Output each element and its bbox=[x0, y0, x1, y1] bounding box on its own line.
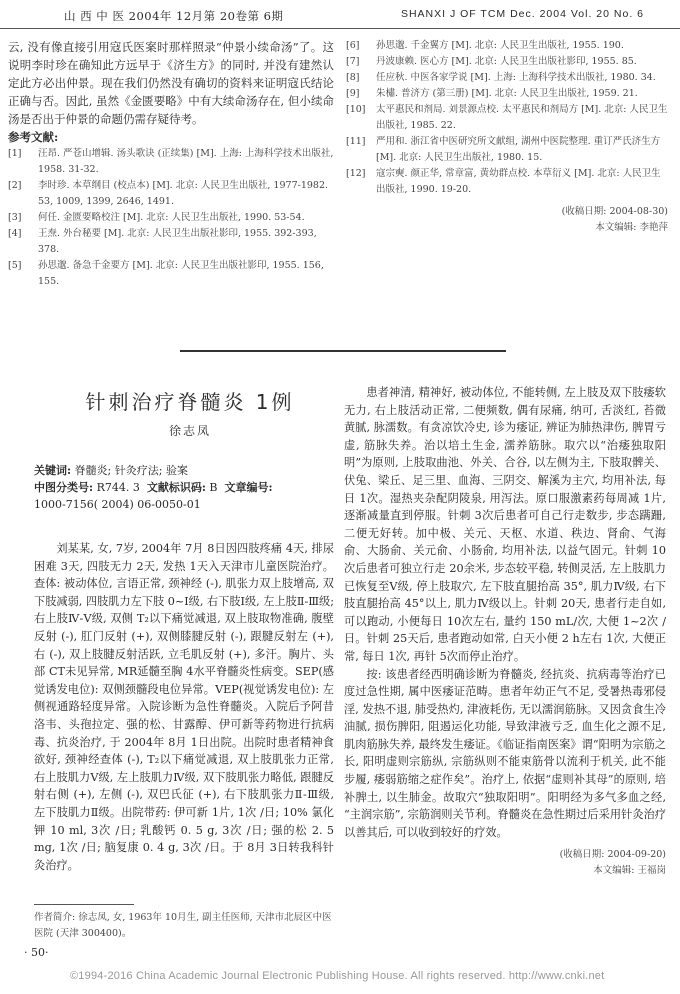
article-author: 徐志凤 bbox=[168, 424, 211, 438]
reference-number: [7] bbox=[346, 56, 360, 67]
discussion-paragraph: 按: 该患者经西明确诊断为脊髓炎, 经抗炎、抗病毒等治疗已度过急性期, 属中医痿证范畴。患者年幼正气不足, 受暑热毒邪侵淫, 发热不退, 肺受热灼, 津液耗伤, 无以濡润筋脉。又因贪食生冷油腻, 损伤脾阳, 阻遏运化功能, 导致津液亏乏, 血生化之源不足, 肌肉筋脉失养, 最终发生痿证。《临证指南医案》谓“阳明为宗筋之长, 阳明虚则宗筋纵, 宗筋纵则不能束筋骨以流利于机关, 此不能步履, 痿弱筋缩之症作矣”。治疗上, 依据“虚则补其母”的原则, 培补脾土, 以生肺金。故取穴“独取阳明”。阳明经为多气多血之经, “主润宗筋”, 宗筋润则关节利。脊髓炎在急性期过后采用针灸治疗以善其后, 可以收到较好的疗效。 bbox=[344, 667, 666, 839]
reference-item bbox=[8, 226, 334, 258]
author-note: 作者简介: 徐志凤, 女, 1963年 10月生, 副主任医师, 天津市北辰区中医医院 (天津 300400)。 bbox=[34, 912, 332, 939]
references-list-right bbox=[346, 38, 668, 198]
prev-article-paragraph: 云, 没有像直接引用寇氏医案时那样照录“仲景小续命汤”了。这说明李时珍在确知此方远早于《济生方》的同时, 并没有建然认定此方必出仲景。现在我们仍然没有确切的资料来证明寇氏结论正确与否。因此, 虽然《金匮要略》中有大续命汤存在, 但小续命汤是否出于仲景的命题仍需存疑待考。 bbox=[8, 40, 334, 126]
prev-editor: 本文编辑: 李艳萍 bbox=[595, 222, 668, 233]
journal-header-right: SHANXI J OF TCM Dec. 2004 Vol. 20 No. 6 bbox=[400, 8, 644, 20]
reference-item bbox=[346, 38, 668, 54]
prev-article-right-column bbox=[346, 38, 668, 236]
reference-item bbox=[346, 166, 668, 198]
article-separator-rule bbox=[180, 350, 506, 352]
reference-text: 丹波康赖. 医心方 [M]. 北京: 人民卫生出版社影印, 1955. 85. bbox=[376, 56, 637, 67]
classification-line bbox=[34, 479, 334, 496]
reference-number: [1] bbox=[8, 148, 22, 159]
reference-number: [10] bbox=[346, 104, 366, 115]
doccode-label: 文献标识码: bbox=[146, 481, 206, 494]
case-paragraph: 刘某某, 女, 7岁, 2004年 7月 8日因四肢疼痛 4天, 排尿困难 3天, 四肢无力 2天, 发热 1天入天津市儿童医院治疗。查体: 被动体位, 言语正常, 颈神经 (-), 肌张力双上肢增高, 双下肢减弱, 四肢肌力左下肢 0~Ⅰ级, 右下肢Ⅰ级, 左上肢Ⅱ-Ⅲ级; 右上肢Ⅳ-Ⅴ级, 双侧 T₂以下痛觉减退, 双上肢取物准确, 腹壁反射 (-), 肛门反射 (+), 双侧膝腱反射 (-), 跟腱反射左 (+), 右 (-), 双上肢腱反射活跃, 立毛肌反射 (+), 多汗。胸片、头部 CT未见异常, MR延髓至胸 4水平脊髓炎性病变。SEP(感觉诱发电位): 双侧颈髓段电位异常。VEP(视觉诱发电位): 左侧视通路轻度异常。入院诊断为急性脊髓炎。入院后予阿昔洛韦、头孢拉定、强的松、甘露醇、伊可新等药物进行抗病毒、抗炎治疗, 于 2004年 8月 1日出院。出院时患者精神食欲好, 颈神经查体 (-), T₂以下痛觉减退, 双上肢肌张力正常, 右上肢肌力Ⅴ级, 左上肢肌力Ⅳ级, 双下肢肌张力略低, 跟腱反射右侧 (+), 左侧 (-), 双巴氏征 (+), 右下肢肌张力Ⅱ-Ⅲ级, 左下肢肌力Ⅱ级。出院带药: 伊可新 1片, 1次 /日; 10% 氯化钾 10 ml, 3次 /日; 乳酸钙 0. 5 g, 3次 /日; 强的松 2. 5 mg, 1次 /日; 脑复康 0. 4 g, 3次 /日。于 8月 3日转我科针灸治疗。 bbox=[34, 542, 334, 872]
keywords-line bbox=[34, 462, 334, 479]
prev-received-date: (收稿日期: 2004-08-30) bbox=[561, 206, 668, 217]
clc-value: R744. 3 bbox=[96, 481, 140, 494]
keywords-value: 脊髓炎; 针灸疗法; 验案 bbox=[74, 464, 188, 477]
reference-item bbox=[346, 54, 668, 70]
article-title: 针刺治疗脊髓炎 1例 bbox=[85, 390, 295, 414]
reference-text: 孙思邈. 备急千金要方 [M]. 北京: 人民卫生出版社影印, 1955. 156, 155. bbox=[38, 260, 324, 287]
page-number: · 50· bbox=[24, 946, 49, 959]
reference-number: [2] bbox=[8, 180, 22, 191]
reference-text: 寇宗奭. 颜正华, 常章富, 黄幼群点校. 本草衍义 [M]. 北京: 人民卫生出版社, 1990. 19-20. bbox=[376, 168, 661, 195]
reference-number: [9] bbox=[346, 88, 360, 99]
journal-header-left: 山 西 中 医 2004年 12月第 20卷第 6期 bbox=[64, 9, 284, 23]
reference-item bbox=[8, 210, 334, 226]
reference-item bbox=[8, 178, 334, 210]
reference-text: 太平惠民和剂局. 刘景源点校. 太平惠民和剂局方 [M]. 北京: 人民卫生出版社, 1985. 22. bbox=[376, 104, 668, 131]
reference-item bbox=[346, 134, 668, 166]
clc-label: 中图分类号: bbox=[34, 481, 94, 494]
reference-item bbox=[8, 146, 334, 178]
reference-number: [11] bbox=[346, 136, 366, 147]
keywords-label: 关键词: bbox=[34, 464, 72, 477]
references-list-left bbox=[8, 146, 334, 290]
author-note-rule bbox=[34, 904, 134, 905]
reference-text: 严用和. 浙江省中医研究所文献组, 湖州中医院整理. 重订严氏济生方 [M]. 北京: 人民卫生出版社, 1980. 15. bbox=[376, 136, 661, 163]
reference-text: 孙思邈. 千金翼方 [M]. 北京: 人民卫生出版社, 1955. 190. bbox=[376, 40, 624, 51]
doccode-value: B bbox=[209, 481, 218, 494]
header-rule bbox=[0, 28, 680, 29]
reference-item bbox=[8, 258, 334, 290]
reference-text: 汪昂. 严苍山增辑. 汤头歌诀 (正续集) [M]. 上海: 上海科学技术出版社, 1958. 31-32. bbox=[38, 148, 334, 175]
prev-article-left-column bbox=[8, 38, 334, 290]
article-body-right bbox=[344, 384, 666, 879]
references-title: 参考文献: bbox=[8, 130, 59, 144]
article-meta bbox=[34, 462, 334, 513]
reference-number: [6] bbox=[346, 40, 360, 51]
reference-text: 何任. 金匮要略校注 [M]. 北京: 人民卫生出版社, 1990. 53-54. bbox=[38, 212, 305, 223]
reference-item bbox=[346, 86, 668, 102]
received-date: (收稿日期: 2004-09-20) bbox=[559, 849, 666, 861]
reference-text: 王焘. 外台秘要 [M]. 北京: 人民卫生出版社影印, 1955. 392-393, 378. bbox=[38, 228, 317, 255]
artno-label: 文章编号: bbox=[224, 481, 273, 494]
artno-value: 1000-7156( 2004) 06-0050-01 bbox=[34, 498, 201, 511]
reference-item bbox=[346, 70, 668, 86]
reference-number: [8] bbox=[346, 72, 360, 83]
copyright-footer: ©1994-2016 China Academic Journal Electronic Publishing House. All rights reserved. http://www.cnki.net bbox=[70, 970, 605, 982]
reference-text: 任应秋. 中医各家学说 [M]. 上海: 上海科学技术出版社, 1980. 34. bbox=[376, 72, 656, 83]
reference-number: [3] bbox=[8, 212, 22, 223]
reference-item bbox=[346, 102, 668, 134]
article-body-left bbox=[34, 540, 334, 874]
reference-number: [12] bbox=[346, 168, 366, 179]
reference-number: [4] bbox=[8, 228, 22, 239]
reference-text: 李时珍. 本草纲目 (校点本) [M]. 北京: 人民卫生出版社, 1977-1982. 53, 1009, 1399, 2646, 1491. bbox=[38, 180, 329, 207]
editor: 本文编辑: 王福岗 bbox=[593, 865, 666, 877]
reference-text: 朱橚. 普济方 (第三册) [M]. 北京: 人民卫生出版社, 1959. 21. bbox=[376, 88, 638, 99]
treatment-paragraph: 患者神清, 精神好, 被动体位, 不能转侧, 左上肢及双下肢痿软无力, 右上肢活动正常, 二便频数, 偶有尿痛, 纳可, 舌淡红, 苔微黄腻, 脉濡数。有贪凉饮冷史, 诊为痿证, 辨证为肺热津伤, 脾胃亏虚, 筋脉失养。治以培土生金, 濡养筋脉。取穴以“治痿独取阳明”为原则, 上肢取曲池、外关、合谷, 以左侧为主, 下肢取髀关、伏兔、梁丘、足三里、血海、三阴交、解溪为主穴, 均用补法, 每日 1次。湿热夹杂配阴陵泉, 用泻法。原口服激素药每周减 1片, 逐渐减量直到停服。针刺 3次后患者可自己行走数步, 步态蹒跚, 二便无好转。加中极、关元、天枢、水道、秩边、肾俞、气海俞、大肠俞、关元俞、小肠俞, 均用补法, 以益气固元。针刺 10次后患者可独立行走 20余米, 步态较平稳, 转侧灵活, 左上肢肌力已恢复至Ⅴ级, 停上肢取穴, 左下肢直腿抬高 35°, 肌力Ⅳ级, 右下肢直腿抬高 45°以上, 肌力Ⅳ级以上。针刺 20天, 患者行走自如, 可以跑动, 小便每日 10次左右, 量约 150 mL/次, 大便 1~2次 /日。针刺 25天后, 患者跑动如常, 白天小便 2 h左右 1次, 大便正常, 每日 1次, 再针 5次而停止治疗。 bbox=[344, 386, 666, 663]
reference-number: [5] bbox=[8, 260, 22, 271]
